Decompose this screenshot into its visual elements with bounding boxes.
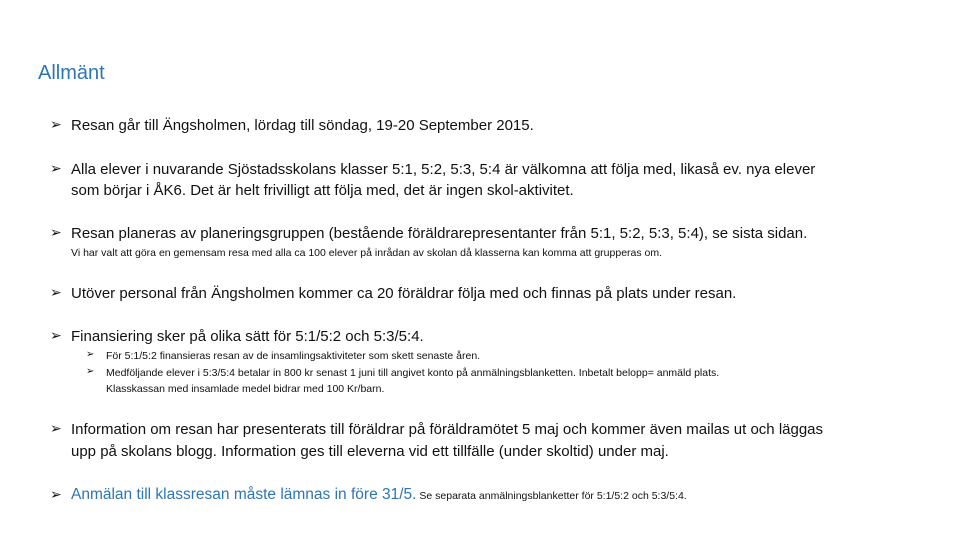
bullet-note: Se separata anmälningsblanketter för 5:1/5:2 och 5:3/5:4. — [416, 490, 687, 502]
bullet-note: Vi har valt att göra en gemensam resa med alla ca 100 elever på inrådan av skolan då klasserna kan komma att grupperas om. — [71, 247, 663, 259]
sub-bullet-text: För 5:1/5:2 finansieras resan av de insamlingsaktiviteter som skett senaste åren. — [106, 350, 481, 362]
arrowhead-icon: ➢ — [86, 366, 95, 377]
bullet-text: Resan går till Ängsholmen, lördag till söndag, 19-20 September 2015. — [71, 117, 534, 134]
sub-bullet-text: Medföljande elever i 5:3/5:4 betalar in 800 kr senast 1 juni till angivet konto på anmälningsblanketten. Inbetalt belopp= anmäld plats. — [106, 367, 720, 379]
bullet-text: som börjar i ÅK6. Det är helt frivilligt att följa med, det är ingen skol-aktivitet. — [71, 182, 574, 199]
arrowhead-icon: ➢ — [50, 224, 62, 240]
arrowhead-icon: ➢ — [50, 160, 62, 176]
arrowhead-icon: ➢ — [50, 327, 62, 343]
slide-title: Allmänt — [38, 62, 105, 84]
bullet-text: upp på skolans blogg. Information ges till eleverna vid ett tillfälle (under skoltid) under maj. — [71, 443, 669, 460]
bullet-text: Resan planeras av planeringsgruppen (bestående föräldrarepresentanter från 5:1, 5:2, 5:3, 5:4), se sista sidan. — [71, 225, 808, 242]
arrowhead-icon: ➢ — [50, 284, 62, 300]
sub-bullet-text: Klasskassan med insamlade medel bidrar med 100 Kr/barn. — [106, 383, 385, 395]
deadline-highlight: Anmälan till klassresan måste lämnas in före 31/5. — [71, 486, 417, 503]
arrowhead-icon: ➢ — [86, 349, 95, 360]
arrowhead-icon: ➢ — [50, 486, 62, 502]
bullet-text: Information om resan har presenterats till föräldrar på föräldramötet 5 maj och kommer även mailas ut och läggas — [71, 421, 824, 438]
bullet-text — [71, 486, 687, 504]
bullet-text: Finansiering sker på olika sätt för 5:1/5:2 och 5:3/5:4. — [71, 328, 424, 345]
bullet-text: Alla elever i nuvarande Sjöstadsskolans klasser 5:1, 5:2, 5:3, 5:4 är välkomna att följa med, likaså ev. nya elever — [71, 161, 816, 178]
bullet-text: Utöver personal från Ängsholmen kommer ca 20 föräldrar följa med och finnas på plats under resan. — [71, 285, 737, 302]
arrowhead-icon: ➢ — [50, 420, 62, 436]
arrowhead-icon: ➢ — [50, 116, 62, 132]
